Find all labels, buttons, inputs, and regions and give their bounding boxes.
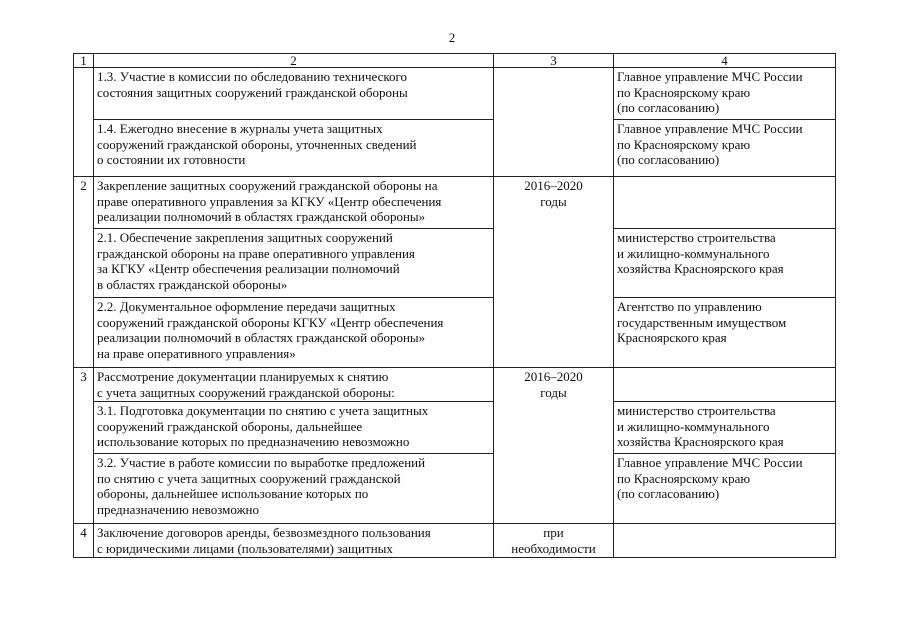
header-col-1: 1 — [74, 54, 94, 68]
task-cell: 2.2. Документальное оформление передачи защитных сооружений гражданской обороны КГКУ «Центр обеспечения реализации полномочий в областях гражданской обороны» на праве оперативного управления» — [94, 298, 494, 368]
table-row — [74, 177, 836, 229]
responsible-cell: министерство строительства и жилищно-коммунального хозяйства Красноярского края — [614, 229, 836, 298]
responsible-cell: министерство строительства и жилищно-коммунального хозяйства Красноярского края — [614, 402, 836, 454]
table-row — [74, 120, 836, 177]
task-cell: Закрепление защитных сооружений гражданской обороны на праве оперативного управления за КГКУ «Центр обеспечения реализации полномочий в областях гражданской обороны» — [94, 177, 494, 229]
period-cell: 2016–2020 годы — [494, 368, 614, 524]
page-number: 2 — [448, 30, 456, 45]
task-cell: 1.3. Участие в комиссии по обследованию технического состояния защитных сооружений гражданской обороны — [94, 68, 494, 120]
header-col-2: 2 — [94, 54, 494, 68]
header-col-3: 3 — [494, 54, 614, 68]
task-cell: Заключение договоров аренды, безвозмездного пользования с юридическими лицами (пользователями) защитных — [94, 524, 494, 558]
table-row — [74, 298, 836, 368]
period-cell: 2016–2020 годы — [494, 177, 614, 368]
task-cell: Рассмотрение документации планируемых к снятию с учета защитных сооружений гражданской обороны: — [94, 368, 494, 402]
responsible-cell — [614, 524, 836, 558]
task-cell: 2.1. Обеспечение закрепления защитных сооружений гражданской обороны на праве оперативного управления за КГКУ «Центр обеспечения реализации полномочий в областях гражданской обороны» — [94, 229, 494, 298]
measures-table — [73, 53, 836, 558]
row-number-cell: 4 — [74, 524, 94, 558]
period-cell — [494, 68, 614, 177]
responsible-cell: Главное управление МЧС России по Красноярскому краю (по согласованию) — [614, 454, 836, 524]
row-number-cell: 2 — [74, 177, 94, 368]
table-row — [74, 402, 836, 454]
responsible-cell — [614, 177, 836, 229]
table-row — [74, 68, 836, 120]
header-row — [74, 54, 836, 68]
table-row — [74, 454, 836, 524]
responsible-cell — [614, 368, 836, 402]
responsible-cell: Агентство по управлению государственным имуществом Красноярского края — [614, 298, 836, 368]
header-col-4: 4 — [614, 54, 836, 68]
period-cell: при необходимости — [494, 524, 614, 558]
task-cell: 3.1. Подготовка документации по снятию с учета защитных сооружений гражданской обороны, дальнейшее использование которых по предназначению невозможно — [94, 402, 494, 454]
row-number-cell — [74, 68, 94, 177]
responsible-cell: Главное управление МЧС России по Красноярскому краю (по согласованию) — [614, 120, 836, 177]
table-row — [74, 368, 836, 402]
row-number-cell: 3 — [74, 368, 94, 524]
table-row — [74, 229, 836, 298]
table-row — [74, 524, 836, 558]
task-cell: 3.2. Участие в работе комиссии по выработке предложений по снятию с учета защитных сооружений гражданской обороны, дальнейшее использование которых по предназначению невозможно — [94, 454, 494, 524]
task-cell: 1.4. Ежегодно внесение в журналы учета защитных сооружений гражданской обороны, уточненных сведений о состоянии их готовности — [94, 120, 494, 177]
responsible-cell: Главное управление МЧС России по Красноярскому краю (по согласованию) — [614, 68, 836, 120]
